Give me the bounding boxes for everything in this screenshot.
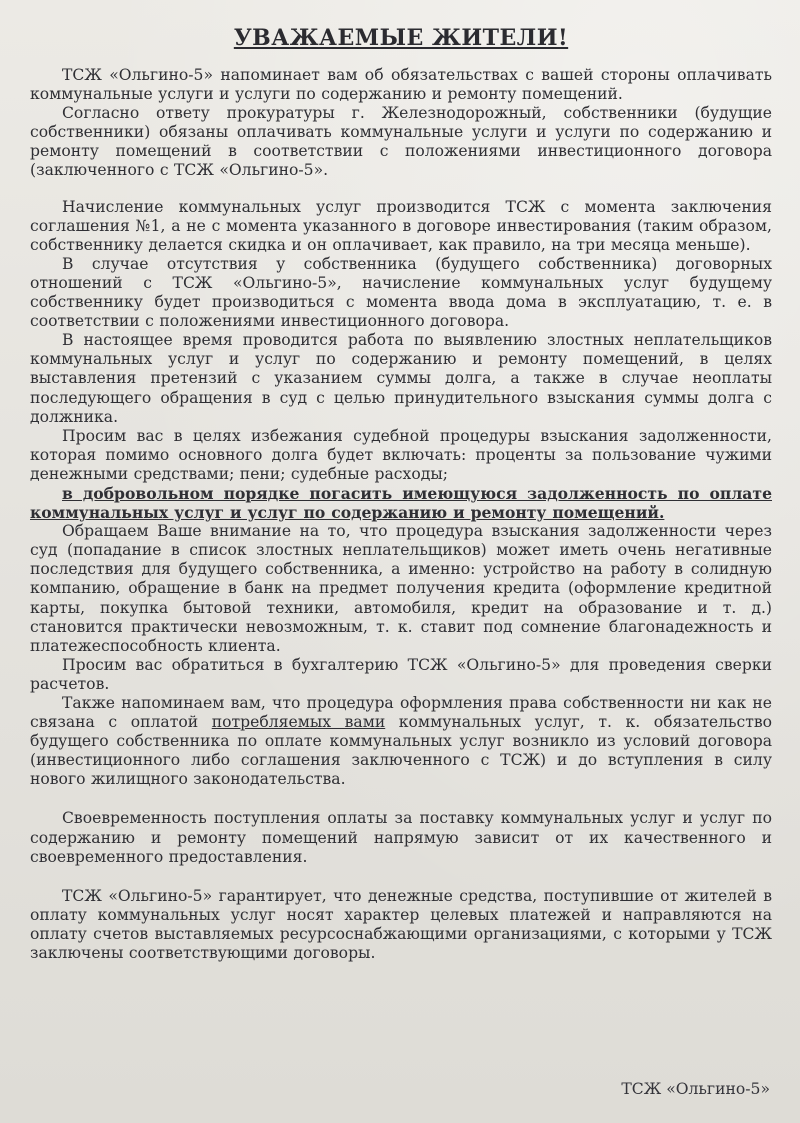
- paragraph-repay-voluntarily: в добровольном порядке погасить имеющуюся задолженность по оплате коммунальных услуг и услуг по содержанию и ремонту помещений.: [30, 483, 772, 523]
- paragraph-no-contract: В случае отсутствия у собственника (будущего собственника) договорных отношений с ТСЖ «Ольгино-5», начисление коммунальных услуг будущему собственнику будет производиться с момента ввода дома в эксплуатацию, т. е. в соответствии с положениями инвестиционного договора.: [30, 254, 772, 331]
- paragraph-charges: Начисление коммунальных услуг производится ТСЖ с момента заключения соглашения №1, а не с момента указанного в договоре инвестирования (таким образом, собственнику делается скидка и он оплачивает, как правило, на три месяца меньше).: [30, 197, 772, 254]
- paragraph-ownership-before: Также напоминаем вам, что процедура оформления права собственности ни как не связана с оплатой: [30, 694, 772, 732]
- paragraph-ownership: [30, 694, 772, 789]
- spacer: [30, 181, 772, 198]
- paragraph-consequences: Обращаем Ваше внимание на то, что процедура взыскания задолженности через суд (попадание в список злостных неплательщиков) может иметь очень негативные последствия для будущего собственника, а именно: устройство на работу в солидную компанию, обращение в банк на предмет получения кредита (оформление кредитной карты, покупка бытовой техники, автомобиля, кредит на образование и т. д.) становится практически невозможным, т. к. ставит под сомнение благонадежность и платежеспособность клиента.: [30, 522, 772, 655]
- paragraph-timeliness: Своевременность поступления оплаты за поставку коммунальных услуг и услуг по содержанию и ремонту помещений напрямую зависит от их качественного и своевременного предоставления.: [30, 809, 772, 866]
- page-title: УВАЖАЕМЫЕ ЖИТЕЛИ!: [233, 25, 569, 51]
- paragraph-ownership-after: коммунальных услуг, т. к. обязательство будущего собственника по оплате коммунальных услуг возникло из условий договора (инвестиционного либо соглашения заключенного с ТСЖ) и до вступления в силу нового жилищного законодательства.: [30, 713, 772, 789]
- spacer: [30, 867, 772, 887]
- paragraph-debtors: В настоящее время проводится работа по выявлению злостных неплательщиков коммунальных услуг и услуг по содержанию и ремонту помещений, в целях выставления претензий с указанием суммы долга, а также в случае неоплаты последующего обращения в суд с целью принудительного взыскания суммы долга с должника.: [30, 331, 772, 426]
- spacer: [30, 789, 772, 809]
- paragraph-accounting: Просим вас обратиться в бухгалтерию ТСЖ «Ольгино-5» для проведения сверки расчетов.: [30, 655, 772, 693]
- paragraph-ownership-underlined: потребляемых вами: [211, 713, 386, 732]
- signature: ТСЖ «Ольгино-5»: [621, 1080, 770, 1098]
- paragraph-guarantee: ТСЖ «Ольгино-5» гарантирует, что денежные средства, поступившие от жителей в оплату коммунальных услуг носят характер целевых платежей и направляются на оплату счетов выставляемых ресурсоснабжающими организациями, с которыми у ТСЖ заключены соответствующими договоры.: [30, 886, 772, 963]
- paragraph-request: Просим вас в целях избежания судебной процедуры взыскания задолженности, которая помимо основного долга будет включать: проценты за пользование чужими денежными средствами; пени; судебные расходы;: [30, 426, 772, 483]
- paragraph-prosecutor: Согласно ответу прокуратуры г. Железнодорожный, собственники (будущие собственники) обязаны оплачивать коммунальные услуги и услуги по содержанию и ремонту помещений в соответствии с положениями инвестиционного договора (заключенного с ТСЖ «Ольгино-5».: [30, 104, 772, 180]
- paragraph-reminder: ТСЖ «Ольгино-5» напоминает вам об обязательствах с вашей стороны оплачивать коммунальные услуги и услуги по содержанию и ремонту помещений.: [30, 66, 772, 104]
